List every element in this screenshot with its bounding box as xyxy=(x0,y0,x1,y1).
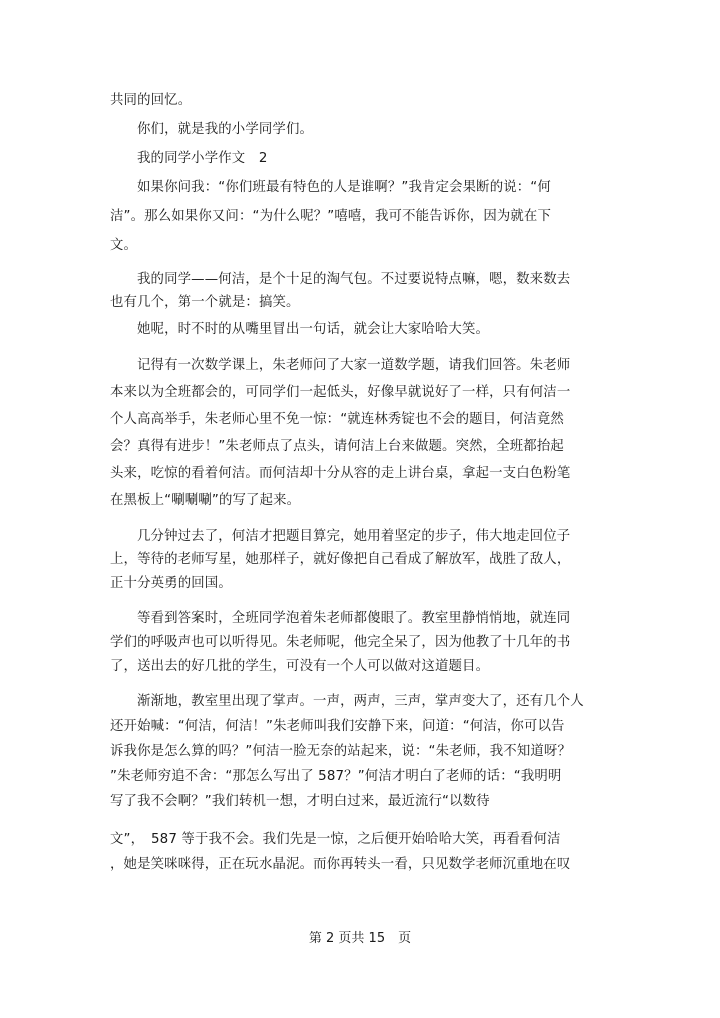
text-line-2: 你们，就是我的小学同学们。 xyxy=(137,122,314,137)
text-line-23: 还开始喊：“何洁，何洁！”朱老师叫我们安静下来，问道：“何洁，你可以告 xyxy=(110,719,565,734)
text-line-24: 诉我你是怎么算的吗？”何洁一脸无奈的站起来，说：“朱老师，我不知道呀？ xyxy=(110,744,572,759)
text-line-28: ，她是笑咪咪得，正在玩水晶泥。而你再转头一看，只见数学老师沉重地在叹 xyxy=(110,857,571,872)
text-line-18: 正十分英勇的回国。 xyxy=(110,576,232,591)
text-line-16: 几分钟过去了，何洁才把题目算完，她用着坚定的步子，伟大地走回位子 xyxy=(137,529,571,544)
text-line-10: 记得有一次数学课上，朱老师问了大家一道数学题，请我们回答。朱老师 xyxy=(137,358,571,373)
text-line-5: 洁”。那么如果你又问：“为什么呢？”嘻嘻，我可不能告诉你，因为就在下 xyxy=(110,209,552,224)
text-line-25: ”朱老师穷追不舍：“那怎么写出了 587？”何洁才明白了老师的话：“我明明 xyxy=(110,769,562,784)
text-line-12: 个人高高举手，朱老师心里不免一惊：“就连林秀锭也不会的题目，何洁竟然 xyxy=(110,412,564,427)
text-line-7: 我的同学——何洁，是个十足的淘气包。不过要说特点嘛，嗯，数来数去 xyxy=(137,272,571,287)
text-line-15: 在黑板上“唰唰唰”的写了起来。 xyxy=(110,493,301,508)
text-line-1: 共同的回忆。 xyxy=(110,93,192,108)
text-line-6: 文。 xyxy=(110,238,138,253)
text-line-26: 写了我不会啊？”我们转机一想，才明白过来，最近流行“以数待 xyxy=(110,794,490,809)
text-line-17: 上，等待的老师写星，她那样子，就好像把自己看成了解放军，战胜了敌人， xyxy=(110,552,571,567)
text-line-21: 了，送出去的好几批的学生，可没有一个人可以做对这道题目。 xyxy=(110,659,490,674)
text-line-14: 头来，吃惊的看着何洁。而何洁却十分从容的走上讲台桌，拿起一支白色粉笔 xyxy=(110,466,571,481)
text-line-9: 她呢，时不时的从嘴里冒出一句话，就会让大家哈哈大笑。 xyxy=(137,322,490,337)
article-title-line: 我的同学小学作文 2 xyxy=(137,151,268,166)
text-line-20: 学们的呼吸声也可以听得见。朱老师呢，他完全呆了，因为他教了十几年的书 xyxy=(110,635,571,650)
page-number-footer: 第 2 页共 15 页 xyxy=(308,931,412,946)
text-line-8: 也有几个，第一个就是：搞笑。 xyxy=(110,295,300,310)
text-line-4: 如果你问我：“你们班最有特色的人是谁啊？”我肯定会果断的说：“何 xyxy=(137,180,551,195)
text-line-11: 本来以为全班都会的，可同学们一起低头，好像早就说好了一样，只有何洁一 xyxy=(110,385,571,400)
text-line-27: 文”， 587 等于我不会。我们先是一惊，之后便开始哈哈大笑，再看看何洁 xyxy=(110,832,561,847)
text-line-19: 等看到答案时，全班同学泡着朱老师都傻眼了。教室里静悄悄地，就连同 xyxy=(137,611,571,626)
text-line-22: 渐渐地，教室里出现了掌声。一声，两声，三声，掌声变大了，还有几个人 xyxy=(137,694,584,709)
text-line-13: 会？真得有进步！”朱老师点了点头，请何洁上台来做题。突然，全班都抬起 xyxy=(110,439,564,454)
